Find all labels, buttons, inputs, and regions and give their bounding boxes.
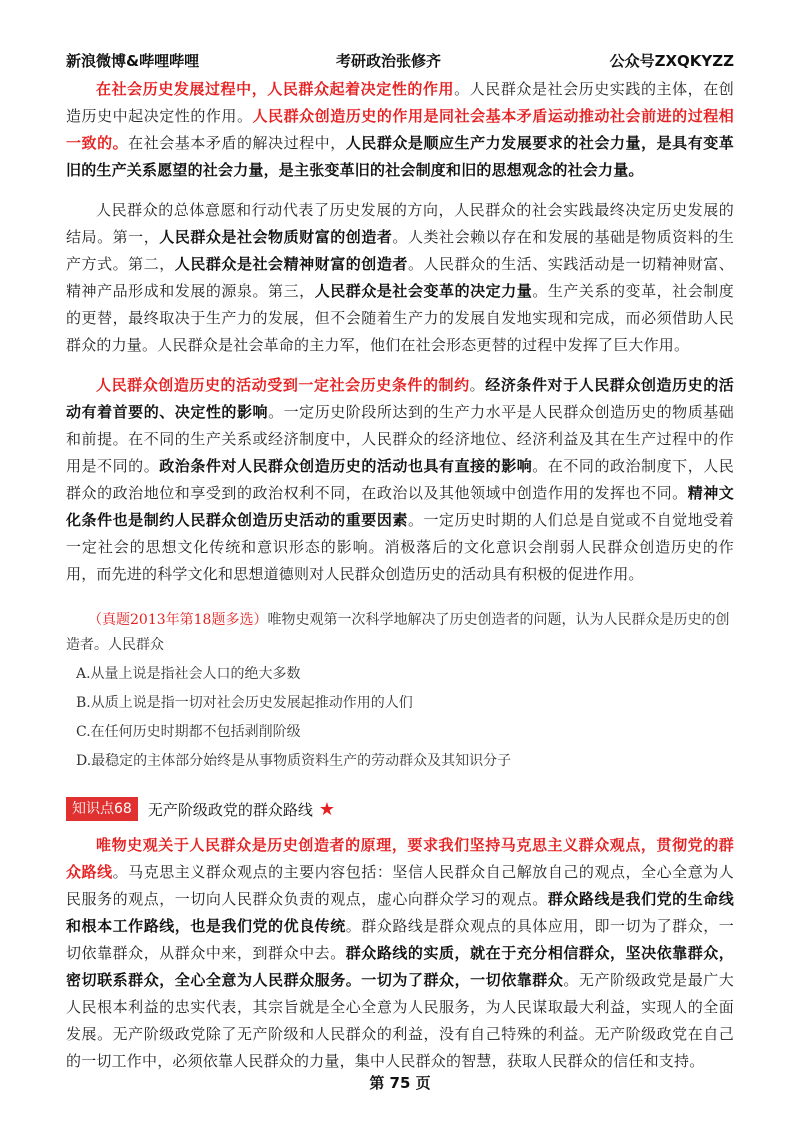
page-content — [66, 76, 734, 1075]
red-highlight: 人民群众创造历史的活动受到一定社会历史条件的制约 — [96, 376, 470, 394]
body-text: 。人民群众的生活、实践活动是一切精神财富、精神产品形成和发展的源泉。第三， — [66, 255, 734, 300]
paragraph-3 — [66, 372, 734, 588]
option-c: C.在任何历史时期都不包括剥削阶级 — [76, 724, 301, 740]
bold-text: 群众路线是我们党的生命线和根本工作路线，也是我们党的优良传统 — [66, 890, 734, 935]
body-text: 。人民群众是社会历史实践的主体，在创造历史中起决定性的作用。 — [66, 80, 734, 125]
question-tag: （真题2013年第18题多选） — [88, 612, 268, 628]
knowledge-point-title: 无产阶级政党的群众路线 — [147, 800, 313, 819]
paragraph-2 — [66, 197, 734, 359]
exam-question — [66, 608, 734, 774]
bold-text: 精神文化条件也是制约人民群众创造历史活动的重要因素 — [66, 484, 734, 529]
bold-text: 人民群众是社会物质财富的创造者 — [159, 228, 393, 246]
page-header — [66, 50, 734, 74]
red-highlight: 唯物史观关于人民群众是历史创造者的原理，要求我们坚持马克思主义群众观点，贯彻党的群众路线 — [66, 836, 734, 881]
bold-text: 政治条件对人民群众创造历史的活动也具有直接的影响 — [159, 457, 533, 475]
question-stem — [66, 608, 734, 658]
body-text: 。生产关系的变革，社会制度的更替，最终取决于生产力的发展，但不会随着生产力的发展自发地实现和完成，而必须借助人民群众的力量。人民群众是社会革命的主力军，他们在社会形态更替的过程中发挥了巨大作用。 — [66, 282, 734, 354]
paragraph-1 — [66, 76, 734, 184]
knowledge-point-body — [66, 832, 734, 1075]
bold-text: 经济条件对于人民群众创造历史的活动有着首要的、决定性的影响 — [66, 376, 734, 421]
bold-text: 群众路线的实质，就在于充分相信群众，坚决依靠群众，密切联系群众，全心全意为人民群众服务。一切为了群众，一切依靠群众 — [66, 944, 734, 989]
body-text: 。一定历史时期的人们总是自觉或不自觉地受着一定社会的思想文化传统和意识形态的影响。消极落后的文化意识会削弱人民群众创造历史的作用，而先进的科学文化和思想道德则对人民群众创造历史的活动具有积极的促进作用。 — [66, 511, 735, 583]
body-text: 。 — [469, 376, 486, 394]
paragraph-4 — [66, 832, 734, 1075]
body-text: 。在不同的政治制度下，人民群众的政治地位和享受到的政治权利不同，在政治以及其他领域中创造作用的发挥也不同。 — [66, 457, 735, 502]
knowledge-point-header — [66, 796, 734, 822]
red-highlight: 在社会历史发展过程中，人民群众起着决定性的作用 — [96, 80, 455, 98]
star-icon: ★ — [318, 798, 335, 820]
body-text: 。无产阶级政党是最广大人民根本利益的忠实代表，其宗旨就是全心全意为人民服务，为人民谋取最大利益，实现人的全面发展。无产阶级政党除了无产阶级和人民群众的利益，没有自己特殊的利益。无产阶级政党在自己的一切工作中，必须依靠人民群众的力量，集中人民群众的智慧，获取人民群众的信任和支持。 — [66, 971, 735, 1070]
header-right-text: 公众号ZXQKYZZ — [609, 52, 734, 70]
body-text: 。群众路线是群众观点的具体应用，即一切为了群众，一切依靠群众，从群众中来，到群众中去。 — [66, 917, 734, 962]
option-d: D.最稳定的主体部分始终是从事物质资料生产的劳动群众及其知识分子 — [76, 753, 512, 769]
bold-text: 人民群众是社会精神财富的创造者 — [174, 255, 408, 273]
body-text: 。一定历史阶段所达到的生产力水平是人民群众创造历史的物质基础和前提。在不同的生产关系或经济制度中，人民群众的经济地位、经济利益及其在生产过程中的作用是不同的。 — [66, 403, 734, 475]
header-center-text: 考研政治张修齐 — [336, 52, 442, 70]
body-text: 。人类社会赖以存在和发展的基础是物质资料的生产方式。第二， — [66, 228, 734, 273]
bold-text: 人民群众是顺应生产力发展要求的社会力量，是具有变革旧的生产关系愿望的社会力量，是主张变革旧的社会制度和旧的思想观念的社会力量。 — [66, 134, 734, 179]
red-highlight: 人民群众创造历史的作用是同社会基本矛盾运动推动社会前进的过程相一致的。 — [66, 107, 734, 152]
question-text: 唯物史观第一次科学地解决了历史创造者的问题，认为人民群众是历史的创造者。人民群众 — [66, 612, 730, 653]
header-left-text: 新浪微博&哔哩哔哩 — [66, 52, 200, 70]
body-text: 人民群众的总体意愿和行动代表了历史发展的方向，人民群众的社会实践最终决定历史发展的结局。第一， — [66, 201, 734, 246]
page-number: 第 75 页 — [369, 1074, 431, 1092]
body-text: 在社会基本矛盾的解决过程中， — [128, 134, 346, 152]
option-a: A.从量上说是指社会人口的绝大多数 — [76, 666, 301, 682]
bold-text: 人民群众是社会变革的决定力量 — [314, 282, 533, 300]
body-text: 。马克思主义群众观点的主要内容包括：坚信人民群众自己解放自己的观点，全心全意为人民服务的观点，一切向人民群众负责的观点，虚心向群众学习的观点。 — [66, 863, 734, 908]
option-b: B.从质上说是指一切对社会历史发展起推动作用的人们 — [76, 695, 413, 711]
knowledge-point-badge: 知识点68 — [66, 797, 138, 821]
